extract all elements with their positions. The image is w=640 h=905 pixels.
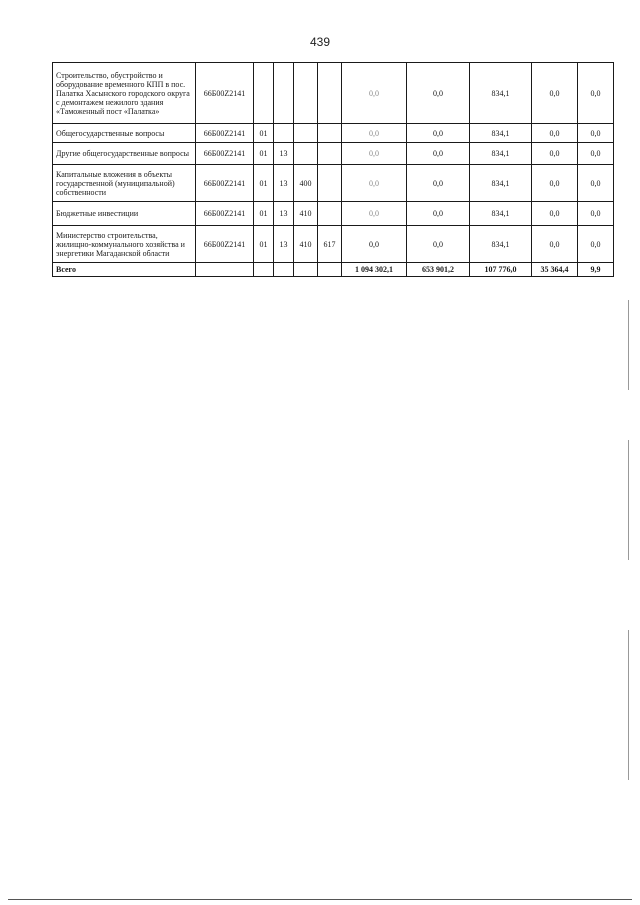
table-row — [53, 202, 614, 226]
subsection-code: 13 — [274, 165, 294, 202]
subsection-code: 13 — [274, 226, 294, 263]
value-col-5: 0,0 — [578, 165, 614, 202]
row-name: Министерство строительства, жилищно-коммунального хозяйства и энергетики Магаданской области — [53, 226, 196, 263]
total-value-4: 35 364,4 — [532, 263, 578, 277]
scan-bottom-line — [8, 899, 632, 900]
value-col-2: 0,0 — [407, 202, 470, 226]
value-col-1: 0,0 — [342, 124, 407, 143]
target-code: 66Б00Z2141 — [196, 143, 254, 165]
expense-type-code: 410 — [294, 202, 318, 226]
row-name: Капитальные вложения в объекты государственной (муниципальной) собственности — [53, 165, 196, 202]
table-row — [53, 124, 614, 143]
value-col-1: 0,0 — [342, 226, 407, 263]
value-col-5: 0,0 — [578, 202, 614, 226]
total-row — [53, 263, 614, 277]
value-col-1: 0,0 — [342, 143, 407, 165]
target-code: 66Б00Z2141 — [196, 165, 254, 202]
subsection-code — [274, 63, 294, 124]
total-value-2: 653 901,2 — [407, 263, 470, 277]
value-col-2: 0,0 — [407, 165, 470, 202]
total-value-1: 1 094 302,1 — [342, 263, 407, 277]
total-value-5: 9,9 — [578, 263, 614, 277]
administrator-code — [318, 63, 342, 124]
row-name: Другие общегосударственные вопросы — [53, 143, 196, 165]
value-col-2: 0,0 — [407, 124, 470, 143]
administrator-code — [318, 263, 342, 277]
administrator-code: 617 — [318, 226, 342, 263]
target-code: 66Б00Z2141 — [196, 63, 254, 124]
section-code: 01 — [254, 202, 274, 226]
scan-edge-mark — [628, 300, 629, 390]
expense-type-code — [294, 124, 318, 143]
subsection-code — [274, 263, 294, 277]
expense-type-code — [294, 263, 318, 277]
scan-edge-mark — [628, 630, 629, 780]
section-code: 01 — [254, 226, 274, 263]
value-col-3: 834,1 — [470, 165, 532, 202]
value-col-3: 834,1 — [470, 202, 532, 226]
value-col-4: 0,0 — [532, 143, 578, 165]
target-code: 66Б00Z2141 — [196, 202, 254, 226]
value-col-4: 0,0 — [532, 226, 578, 263]
administrator-code — [318, 165, 342, 202]
value-col-3: 834,1 — [470, 226, 532, 263]
subsection-code: 13 — [274, 143, 294, 165]
value-col-2: 0,0 — [407, 143, 470, 165]
value-col-3: 834,1 — [470, 143, 532, 165]
value-col-5: 0,0 — [578, 226, 614, 263]
table-row — [53, 143, 614, 165]
value-col-1: 0,0 — [342, 63, 407, 124]
row-name: Строительство, обустройство и оборудование временного КПП в пос. Палатка Хасынского городского округа с демонтажем нежилого здания «Таможенный пост «Палатка» — [53, 63, 196, 124]
scan-edge-mark — [628, 440, 629, 560]
section-code: 01 — [254, 143, 274, 165]
value-col-1: 0,0 — [342, 202, 407, 226]
table-row — [53, 165, 614, 202]
table-row — [53, 63, 614, 124]
row-name: Общегосударственные вопросы — [53, 124, 196, 143]
value-col-5: 0,0 — [578, 124, 614, 143]
section-code: 01 — [254, 124, 274, 143]
value-col-4: 0,0 — [532, 63, 578, 124]
value-col-1: 0,0 — [342, 165, 407, 202]
value-col-4: 0,0 — [532, 165, 578, 202]
value-col-4: 0,0 — [532, 202, 578, 226]
expense-type-code — [294, 143, 318, 165]
expense-type-code: 410 — [294, 226, 318, 263]
section-code — [254, 63, 274, 124]
value-col-3: 834,1 — [470, 124, 532, 143]
value-col-5: 0,0 — [578, 63, 614, 124]
target-code: 66Б00Z2141 — [196, 226, 254, 263]
value-col-5: 0,0 — [578, 143, 614, 165]
row-name: Бюджетные инвестиции — [53, 202, 196, 226]
table-row — [53, 226, 614, 263]
section-code: 01 — [254, 165, 274, 202]
page-number: 439 — [309, 35, 331, 49]
subsection-code: 13 — [274, 202, 294, 226]
value-col-4: 0,0 — [532, 124, 578, 143]
administrator-code — [318, 124, 342, 143]
value-col-3: 834,1 — [470, 63, 532, 124]
target-code: 66Б00Z2141 — [196, 124, 254, 143]
subsection-code — [274, 124, 294, 143]
administrator-code — [318, 143, 342, 165]
section-code — [254, 263, 274, 277]
expense-type-code — [294, 63, 318, 124]
administrator-code — [318, 202, 342, 226]
budget-table — [52, 62, 614, 277]
target-code — [196, 263, 254, 277]
total-label: Всего — [53, 263, 196, 277]
total-value-3: 107 776,0 — [470, 263, 532, 277]
expense-type-code: 400 — [294, 165, 318, 202]
value-col-2: 0,0 — [407, 226, 470, 263]
value-col-2: 0,0 — [407, 63, 470, 124]
